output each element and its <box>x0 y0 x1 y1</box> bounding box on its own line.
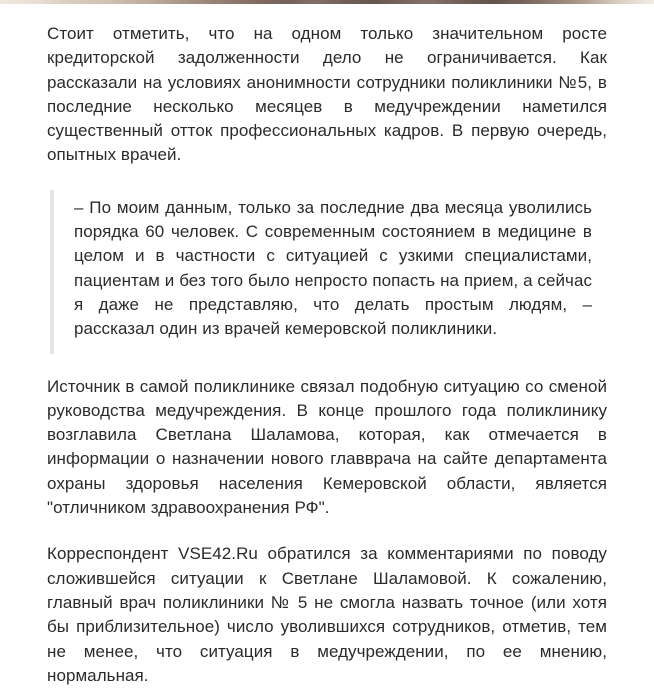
article-paragraph-4: Корреспондент VSE42.Ru обратился за комментариями по поводу сложившейся ситуации к Светлане Шаламовой. К сожалению, главный врач поликлиники № 5 не смогла назвать точное (или хотя бы приблизительное) число уволившихся сотрудников, отметив, тем не менее, что ситуация в медучреждении, по ее мнению, нормальная. <box>47 544 607 685</box>
article-paragraph-3: Источник в самой поликлинике связал подобную ситуацию со сменой руководства медучреждения. В конце прошлого года поликлинику возглавила Светлана Шаламова, которая, как отмечается в информации о назначении нового главврача на сайте департамента охраны здоровья населения Кемеровской области, является "отличником здравоохранения РФ". <box>47 376 607 518</box>
article-body <box>0 4 654 688</box>
article-pull-quote <box>50 190 592 354</box>
article-paragraph-1: Стоит отметить, что на одном только значительном росте кредиторской задолженности дело не ограничивается. Как рассказали на условиях анонимности сотрудники поликлиники №5, в последние несколько месяцев в медучреждении наметился существенный отток профессиональных кадров. В первую очередь, опытных врачей. <box>47 24 607 165</box>
pull-quote-text: – По моим данным, только за последние два месяца уволились порядка 60 человек. С современным состоянием в медицине в целом и в частности с ситуацией с узкими специалистами, пациентам и без того было непросто попасть на прием, а сейчас я даже не представляю, что делать простым людям, – рассказал один из врачей кемеровской поликлиники. <box>74 197 592 339</box>
